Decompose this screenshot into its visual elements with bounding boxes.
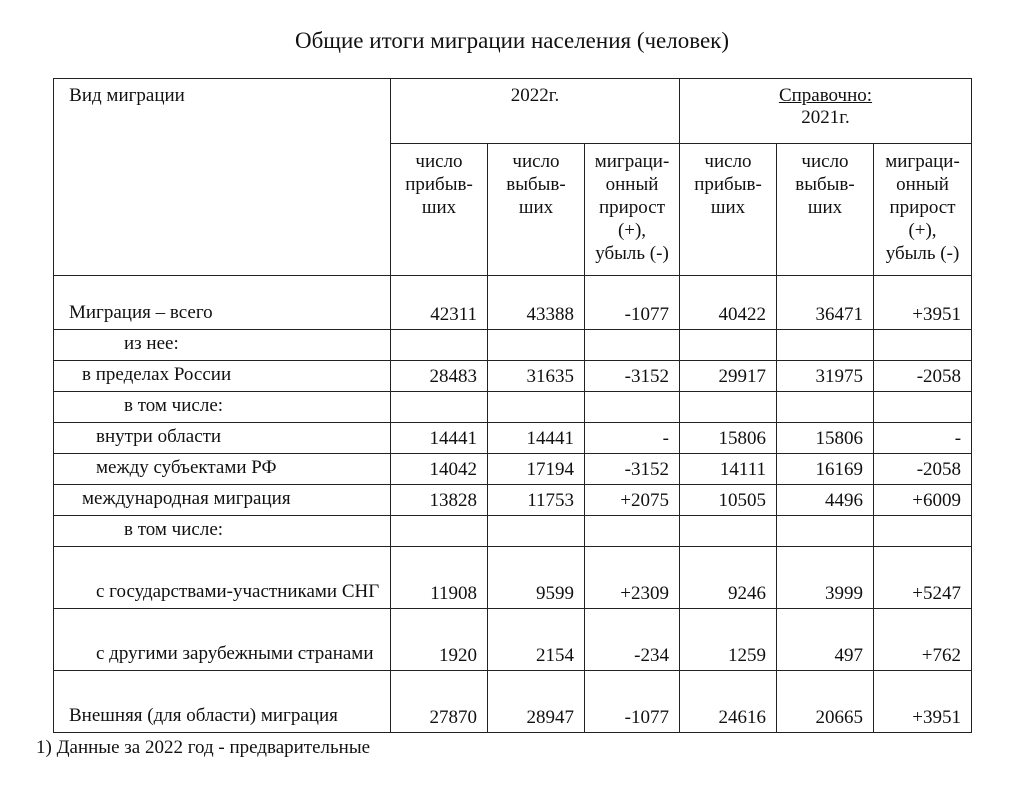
cell-value: -3152 (585, 454, 680, 485)
table-row (54, 330, 972, 361)
cell-value: 27870 (391, 671, 488, 733)
cell-value (874, 330, 972, 361)
table-row (54, 547, 972, 609)
cell-value: -1077 (585, 276, 680, 330)
cell-value: 24616 (680, 671, 777, 733)
cell-value: 4496 (777, 485, 874, 516)
cell-value (391, 516, 488, 547)
row-label: из нее: (54, 330, 391, 361)
cell-value: -3152 (585, 361, 680, 392)
row-label: Миграция – всего (54, 276, 391, 330)
cell-value (488, 330, 585, 361)
cell-value: 14042 (391, 454, 488, 485)
cell-value (777, 516, 874, 547)
cell-value: 15806 (777, 423, 874, 454)
migration-table (53, 78, 972, 733)
header-migration-type: Вид миграции (54, 79, 391, 276)
header-reference-year: 2021г. (801, 107, 850, 128)
subheader-arrived-2021: число прибыв- ших (680, 144, 777, 276)
cell-value: +762 (874, 609, 972, 671)
cell-value: 497 (777, 609, 874, 671)
cell-value (391, 392, 488, 423)
header-reference-2021 (680, 79, 972, 144)
cell-value: 17194 (488, 454, 585, 485)
footnote: 1) Данные за 2022 год - предварительные (36, 737, 371, 758)
cell-value: 31635 (488, 361, 585, 392)
row-label: с государствами-участниками СНГ (54, 547, 391, 609)
cell-value: 43388 (488, 276, 585, 330)
subheader-growth-2021: миграци- онный прирост (+), убыль (-) (874, 144, 972, 276)
table-row (54, 423, 972, 454)
table-row (54, 516, 972, 547)
cell-value: +2075 (585, 485, 680, 516)
cell-value: 40422 (680, 276, 777, 330)
header-reference-label: Справочно: (778, 85, 873, 106)
cell-value (874, 392, 972, 423)
header-row-top (54, 79, 972, 144)
cell-value: +2309 (585, 547, 680, 609)
cell-value (777, 392, 874, 423)
cell-value (391, 330, 488, 361)
subheader-departed-2022: число выбыв- ших (488, 144, 585, 276)
cell-value: 20665 (777, 671, 874, 733)
cell-value: 9599 (488, 547, 585, 609)
cell-value: 2154 (488, 609, 585, 671)
table-row (54, 392, 972, 423)
cell-value: +3951 (874, 276, 972, 330)
cell-value: 16169 (777, 454, 874, 485)
cell-value (680, 330, 777, 361)
subheader-growth-2022: миграци- онный прирост (+), убыль (-) (585, 144, 680, 276)
subheader-arrived-2022: число прибыв- ших (391, 144, 488, 276)
cell-value (585, 330, 680, 361)
row-label: внутри области (54, 423, 391, 454)
cell-value (488, 516, 585, 547)
page-title: Общие итоги миграции населения (человек) (294, 28, 730, 53)
cell-value: -2058 (874, 454, 972, 485)
cell-value: +3951 (874, 671, 972, 733)
row-label: с другими зарубежными странами (54, 609, 391, 671)
cell-value: 36471 (777, 276, 874, 330)
cell-value: 42311 (391, 276, 488, 330)
cell-value: +6009 (874, 485, 972, 516)
cell-value: 11753 (488, 485, 585, 516)
row-label: в пределах России (54, 361, 391, 392)
row-label: между субъектами РФ (54, 454, 391, 485)
table-row (54, 276, 972, 330)
table-row (54, 609, 972, 671)
cell-value: - (585, 423, 680, 454)
row-label: Внешняя (для области) миграция (54, 671, 391, 733)
row-label: в том числе: (54, 516, 391, 547)
table-row (54, 361, 972, 392)
cell-value: 15806 (680, 423, 777, 454)
cell-value: - (874, 423, 972, 454)
cell-value: 9246 (680, 547, 777, 609)
header-year-2022: 2022г. (391, 79, 680, 144)
cell-value: 29917 (680, 361, 777, 392)
table-row (54, 454, 972, 485)
cell-value: 28483 (391, 361, 488, 392)
cell-value: 14441 (391, 423, 488, 454)
cell-value: 3999 (777, 547, 874, 609)
cell-value: 10505 (680, 485, 777, 516)
cell-value: 1920 (391, 609, 488, 671)
cell-value: 14111 (680, 454, 777, 485)
cell-value: -234 (585, 609, 680, 671)
cell-value: +5247 (874, 547, 972, 609)
cell-value: 11908 (391, 547, 488, 609)
cell-value (874, 516, 972, 547)
cell-value: 1259 (680, 609, 777, 671)
table-row (54, 671, 972, 733)
cell-value: -2058 (874, 361, 972, 392)
cell-value (680, 392, 777, 423)
subheader-departed-2021: число выбыв- ших (777, 144, 874, 276)
row-label: международная миграция (54, 485, 391, 516)
table-row (54, 485, 972, 516)
cell-value: -1077 (585, 671, 680, 733)
cell-value (585, 516, 680, 547)
cell-value: 14441 (488, 423, 585, 454)
cell-value (488, 392, 585, 423)
row-label: в том числе: (54, 392, 391, 423)
cell-value: 28947 (488, 671, 585, 733)
cell-value: 31975 (777, 361, 874, 392)
cell-value (585, 392, 680, 423)
cell-value (777, 330, 874, 361)
cell-value: 13828 (391, 485, 488, 516)
cell-value (680, 516, 777, 547)
